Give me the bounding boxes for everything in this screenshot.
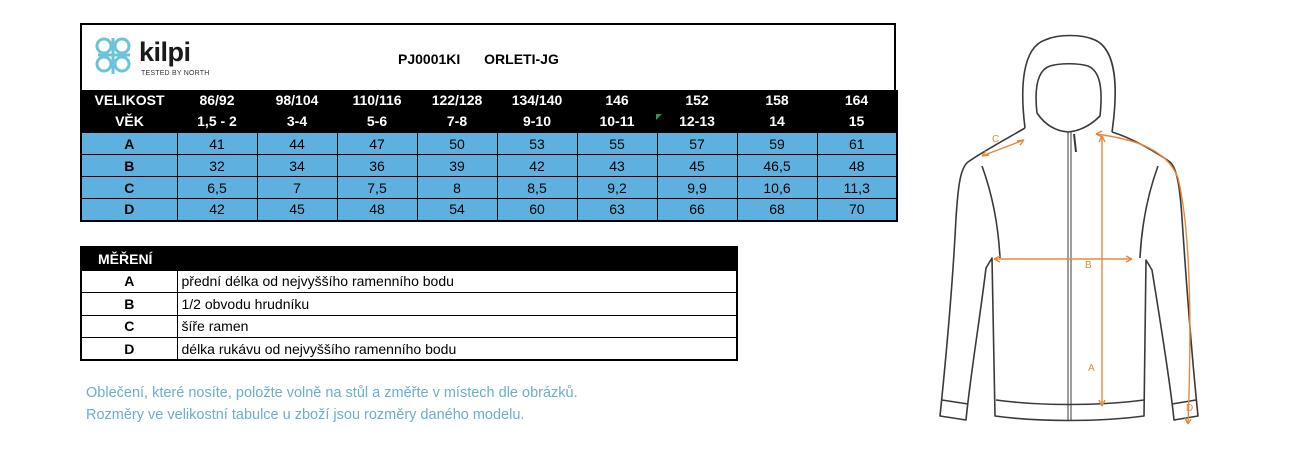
measure-b-label: B xyxy=(1085,260,1092,271)
table-cell: 8 xyxy=(417,177,497,199)
size-cell: 134/140 xyxy=(497,90,577,111)
table-cell: 42 xyxy=(497,155,577,177)
size-cell: 86/92 xyxy=(177,90,257,111)
measurement-row-a xyxy=(81,133,897,155)
table-cell: 34 xyxy=(257,155,337,177)
table-cell: 61 xyxy=(817,133,897,155)
table-cell: 66 xyxy=(657,199,737,221)
brand-name: kilpi xyxy=(139,37,191,67)
row-label: C xyxy=(81,177,177,199)
measurement-description: 1/2 obvodu hrudníku xyxy=(177,293,737,316)
measure-d-label: D xyxy=(1186,403,1194,414)
size-cell: 122/128 xyxy=(417,90,497,111)
table-cell: 46,5 xyxy=(737,155,817,177)
table-cell: 59 xyxy=(737,133,817,155)
table-cell: 11,3 xyxy=(817,177,897,199)
measurement-key: D xyxy=(81,338,177,361)
table-cell: 9,9 xyxy=(657,177,737,199)
measurement-row-c xyxy=(81,177,897,199)
brand-tagline: TESTED BY NORTH xyxy=(141,70,210,77)
table-cell: 54 xyxy=(417,199,497,221)
measurement-item xyxy=(81,293,737,316)
measurement-item xyxy=(81,338,737,361)
table-cell: 6,5 xyxy=(177,177,257,199)
table-cell: 32 xyxy=(177,155,257,177)
table-cell: 45 xyxy=(657,155,737,177)
table-cell: 43 xyxy=(577,155,657,177)
age-cell: 9-10 xyxy=(497,111,577,133)
measurement-key: C xyxy=(81,315,177,338)
measurement-notes xyxy=(86,382,578,426)
table-cell: 60 xyxy=(497,199,577,221)
table-cell: 45 xyxy=(257,199,337,221)
sleeve-seam-right xyxy=(1140,166,1158,258)
product-title xyxy=(398,51,559,67)
table-cell: 50 xyxy=(417,133,497,155)
table-cell: 48 xyxy=(337,199,417,221)
table-cell: 48 xyxy=(817,155,897,177)
row-label: D xyxy=(81,199,177,221)
table-cell: 47 xyxy=(337,133,417,155)
table-cell: 63 xyxy=(577,199,657,221)
age-cell: 10-11 xyxy=(577,111,657,133)
age-cell: 14 xyxy=(737,111,817,133)
table-cell: 7 xyxy=(257,177,337,199)
size-cell: 164 xyxy=(817,90,897,111)
note-line: Rozměry ve velikostní tabulce u zboží jsou rozměry daného modelu. xyxy=(86,407,525,423)
measure-d-line xyxy=(1096,134,1190,424)
size-cell: 110/116 xyxy=(337,90,417,111)
measurement-header-row xyxy=(81,247,737,270)
cuff-left xyxy=(942,400,968,404)
measurement-row-d xyxy=(81,199,897,221)
kilpi-logo xyxy=(92,32,222,82)
table-cell: 57 xyxy=(657,133,737,155)
knot-icon xyxy=(92,32,136,80)
header-box xyxy=(80,23,896,90)
age-cell: 12-13 xyxy=(657,111,737,133)
age-row xyxy=(81,111,897,133)
product-model: ORLETI-JG xyxy=(484,51,559,67)
cell-comment-marker xyxy=(656,114,662,120)
size-cell: 158 xyxy=(737,90,817,111)
zipper-pull xyxy=(1074,134,1076,152)
age-cell: 3-4 xyxy=(257,111,337,133)
measurement-key: A xyxy=(81,270,177,293)
size-header-label: VELIKOST xyxy=(81,90,177,111)
age-cell: 1,5 - 2 xyxy=(177,111,257,133)
measurement-table xyxy=(80,246,738,361)
hood-opening xyxy=(1036,64,1101,132)
table-cell: 41 xyxy=(177,133,257,155)
measurement-description: přední délka od nejvyššího ramenního bodu xyxy=(177,270,737,293)
measurement-title: MĚŘENÍ xyxy=(81,247,737,270)
measure-c-label: C xyxy=(992,134,1000,145)
measurement-item xyxy=(81,270,737,293)
jacket-body-outline xyxy=(940,128,1198,421)
measurement-row-b xyxy=(81,155,897,177)
size-row xyxy=(81,90,897,111)
measurement-description: délka rukávu od nejvyššího ramenního bodu xyxy=(177,338,737,361)
jacket-diagram xyxy=(920,28,1210,433)
measure-c-line xyxy=(982,140,1024,156)
measurement-key: B xyxy=(81,293,177,316)
table-cell: 36 xyxy=(337,155,417,177)
hem-line xyxy=(996,400,1144,405)
table-cell: 55 xyxy=(577,133,657,155)
table-cell: 7,5 xyxy=(337,177,417,199)
table-cell: 53 xyxy=(497,133,577,155)
note-line: Oblečení, které nosíte, položte volně na stůl a změřte v místech dle obrázků. xyxy=(86,385,578,401)
table-cell: 8,5 xyxy=(497,177,577,199)
product-code: PJ0001KI xyxy=(398,51,461,67)
age-cell: 5-6 xyxy=(337,111,417,133)
row-label: A xyxy=(81,133,177,155)
size-cell: 146 xyxy=(577,90,657,111)
table-cell: 70 xyxy=(817,199,897,221)
table-cell: 42 xyxy=(177,199,257,221)
table-cell: 44 xyxy=(257,133,337,155)
measure-a-label: A xyxy=(1088,363,1095,374)
table-cell: 39 xyxy=(417,155,497,177)
row-label: B xyxy=(81,155,177,177)
age-cell: 7-8 xyxy=(417,111,497,133)
age-header-label: VĚK xyxy=(81,111,177,133)
table-cell: 10,6 xyxy=(737,177,817,199)
table-cell: 9,2 xyxy=(577,177,657,199)
table-cell: 68 xyxy=(737,199,817,221)
measurement-item xyxy=(81,315,737,338)
measurement-description: šíře ramen xyxy=(177,315,737,338)
size-cell: 152 xyxy=(657,90,737,111)
size-cell: 98/104 xyxy=(257,90,337,111)
age-cell: 15 xyxy=(817,111,897,133)
sleeve-seam-left xyxy=(982,166,1000,258)
size-table xyxy=(80,90,898,222)
